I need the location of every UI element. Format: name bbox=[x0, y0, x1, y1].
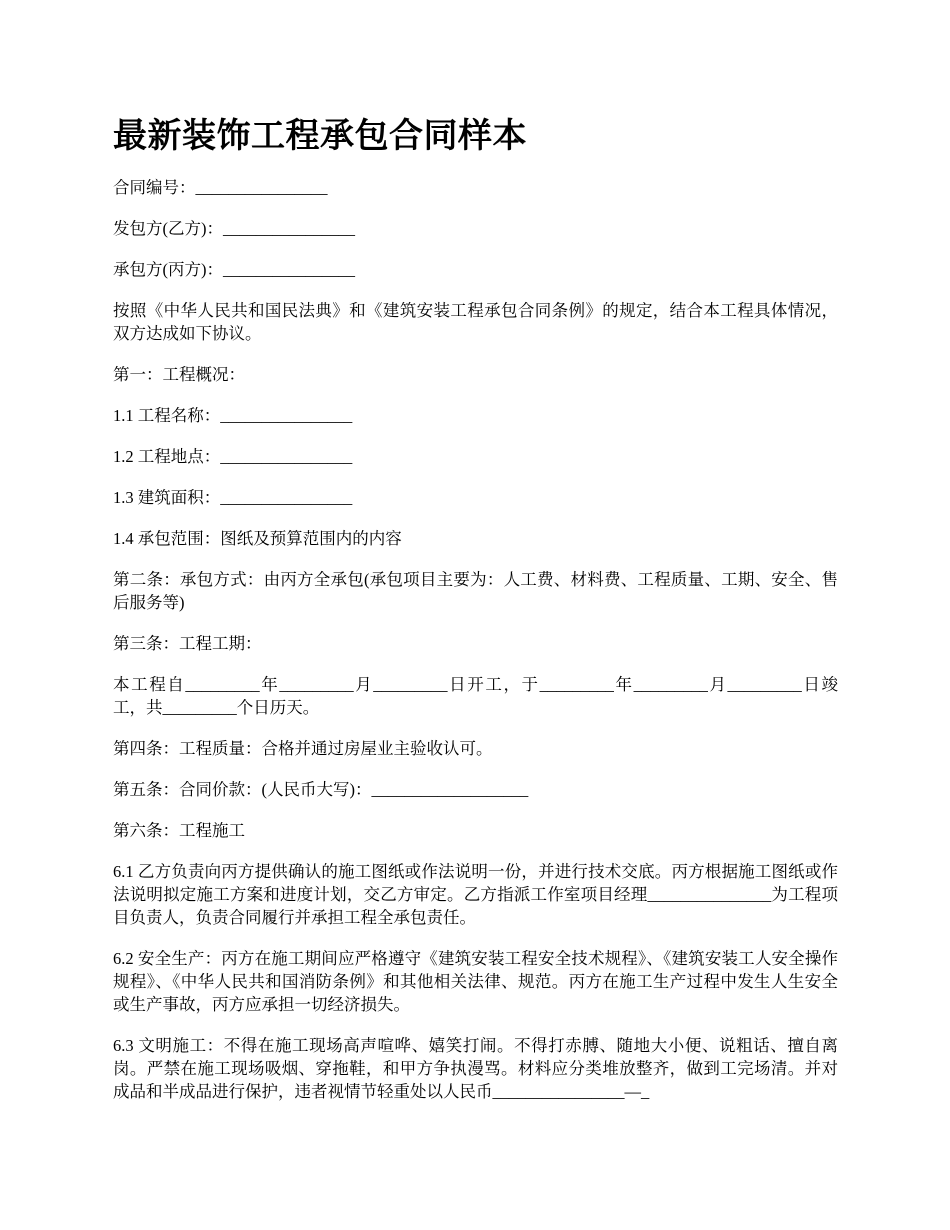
contract-method-paragraph: 第二条：承包方式：由丙方全承包(承包项目主要为：人工费、材料费、工程质量、工期、安全、售后服务等) bbox=[113, 570, 838, 612]
building-area-line: 1.3 建筑面积：________________ bbox=[113, 488, 353, 507]
contract-scope-line: 1.4 承包范围：图纸及预算范围内的内容 bbox=[113, 529, 402, 548]
clause-6-1-paragraph: 6.1 乙方负责向丙方提供确认的施工图纸或作法说明一份，并进行技术交底。丙方根据施工图纸或作法说明拟定施工方案和进度计划，交乙方审定。乙方指派工作室项目经理_______________为工程项目负责人，负责合同履行并承担工程全承包责任。 bbox=[113, 862, 838, 927]
quality-paragraph: 第四条：工程质量：合格并通过房屋业主验收认可。 bbox=[113, 739, 493, 758]
project-name-line: 1.1 工程名称：________________ bbox=[113, 406, 353, 425]
section-heading-schedule: 第三条：工程工期： bbox=[113, 634, 262, 653]
preamble-paragraph: 按照《中华人民共和国民法典》和《建筑安装工程承包合同条例》的规定，结合本工程具体情况，双方达成如下协议。 bbox=[113, 301, 838, 343]
section-heading-construction: 第六条：工程施工 bbox=[113, 821, 245, 840]
document-page bbox=[113, 112, 838, 1121]
document-title: 最新装饰工程承包合同样本 bbox=[113, 116, 527, 156]
contractor-party-line: 承包方(丙方)：________________ bbox=[113, 260, 355, 279]
schedule-paragraph: 本工程自_________年_________月_________日开工，于_________年_________月_________日竣工，共_________个日历天。 bbox=[113, 675, 838, 717]
project-location-line: 1.2 工程地点：________________ bbox=[113, 447, 353, 466]
employer-party-line: 发包方(乙方)：________________ bbox=[113, 219, 355, 238]
clause-6-3-paragraph: 6.3 文明施工：不得在施工现场高声喧哗、嬉笑打闹。不得打赤膊、随地大小便、说粗话、擅自离岗。严禁在施工现场吸烟、穿拖鞋，和甲方争执漫骂。材料应分类堆放整齐，做到工完场清。并对成品和半成品进行保护，违者视情节轻重处以人民币________________—_ bbox=[113, 1036, 838, 1101]
section-heading-overview: 第一：工程概况： bbox=[113, 365, 245, 384]
clause-6-2-paragraph: 6.2 安全生产：丙方在施工期间应严格遵守《建筑安装工程安全技术规程》、《建筑安装工人安全操作规程》、《中华人民共和国消防条例》和其他相关法律、规范。丙方在施工生产过程中发生人生安全或生产事故，丙方应承担一切经济损失。 bbox=[113, 949, 838, 1014]
contract-price-line: 第五条：合同价款：(人民币大写)：___________________ bbox=[113, 780, 529, 799]
contract-number-line: 合同编号：________________ bbox=[113, 178, 328, 197]
